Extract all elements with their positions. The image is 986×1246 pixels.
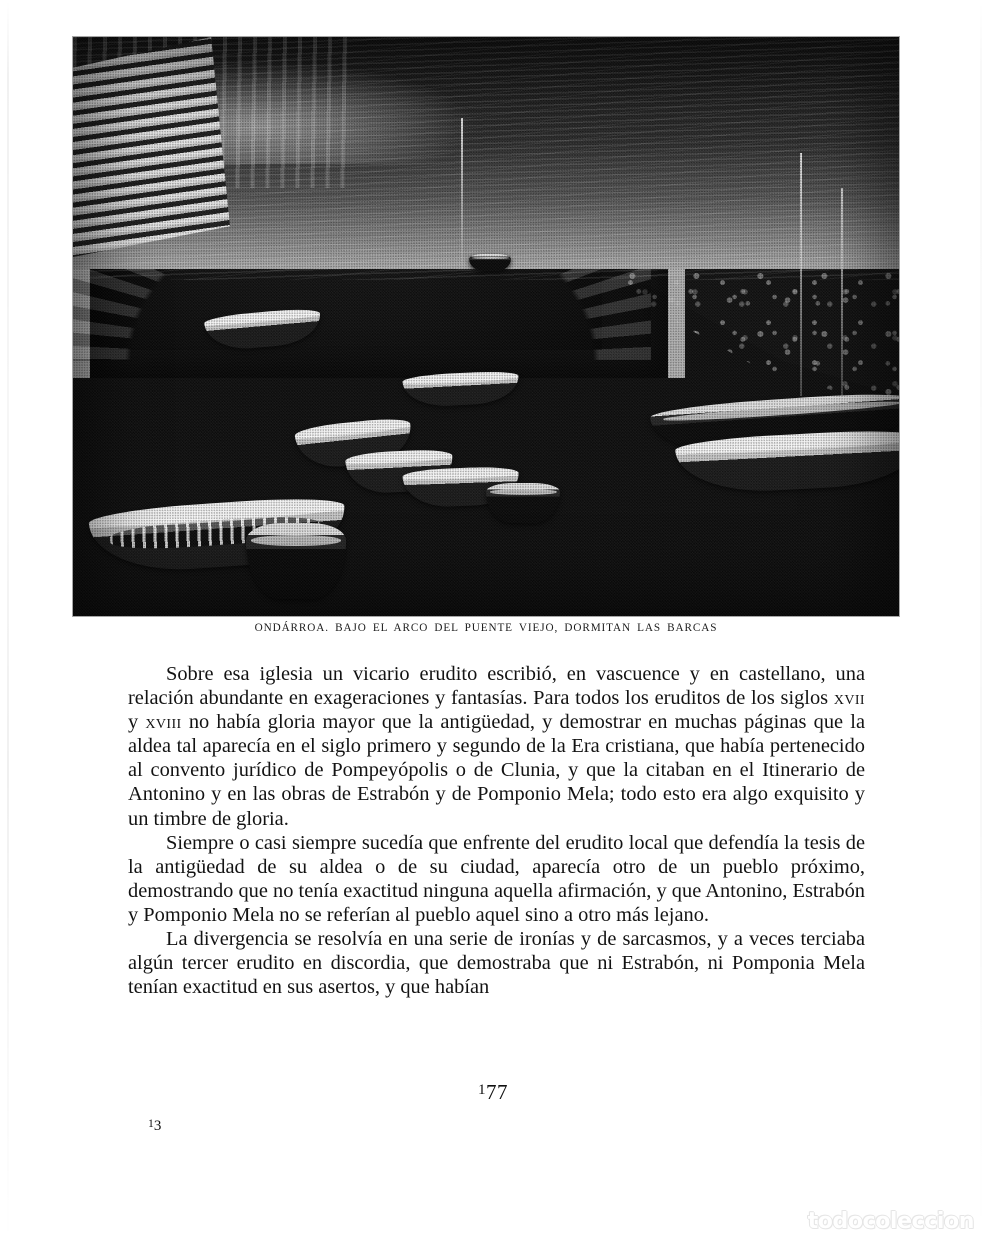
paragraph-1: Sobre esa iglesia un vicario erudito escribió, en vascuence y en castellano, una relación abundante en exageraciones y fantasías. Para todos los eruditos de los siglos xvii y xviii no había gloria mayor que la antigüedad, y demostrar en muchas páginas que la aldea tal aparecía en el siglo primero y segundo de la Era cristiana, que había pertenecido al convento jurídico de Pompeyópolis o de Clunia, y que la citaban en el Itinerario de Antonino y en las obras de Estrabón y de Pomponio Mela; todo esto era algo exquisito y un timbre de gloria. [128, 663, 866, 830]
roman-numeral: xvii [833, 687, 865, 710]
photograph-caption: ONDÁRROA. BAJO EL ARCO DEL PUENTE VIEJO, DORMITAN LAS BARCAS [254, 622, 718, 634]
paragraph-3: La divergencia se resolvía en una serie de ironías y de sarcasmos, y a veces terciaba algún tercer erudito en discordia, que demostraba que ni Estrabón, ni Pomponia Mela tenían exactitud en sus asertos, y que habían [128, 928, 865, 999]
roman-numeral: xviii [145, 711, 182, 734]
body-text-column [128, 662, 865, 999]
scan-artifact-right [980, 0, 982, 1246]
page-number [0, 1080, 986, 1105]
site-watermark: todocoleccion [807, 1209, 974, 1234]
paragraph-2: Siempre o casi siempre sucedía que enfrente del erudito local que defendía la tesis de la antigüedad de su aldea o de su ciudad, aparecía otro de un pueblo próximo, demostrando que no tenía exactitud ninguna aquella afirmación, y que Antonino, Estrabón y Pomponio Mela no se referían al pueblo aquel sino a otro más lejano. [128, 831, 865, 926]
folio-rest: 77 [486, 1080, 509, 1104]
scan-artifact-left [7, 0, 9, 1246]
photograph-plate [73, 37, 899, 616]
signature-mark [148, 1117, 161, 1135]
signature-rest: 3 [153, 1118, 162, 1135]
folio-lead-digit: 1 [477, 1081, 487, 1098]
plate-vignette [73, 37, 899, 616]
signature-lead-digit: 1 [148, 1117, 154, 1130]
